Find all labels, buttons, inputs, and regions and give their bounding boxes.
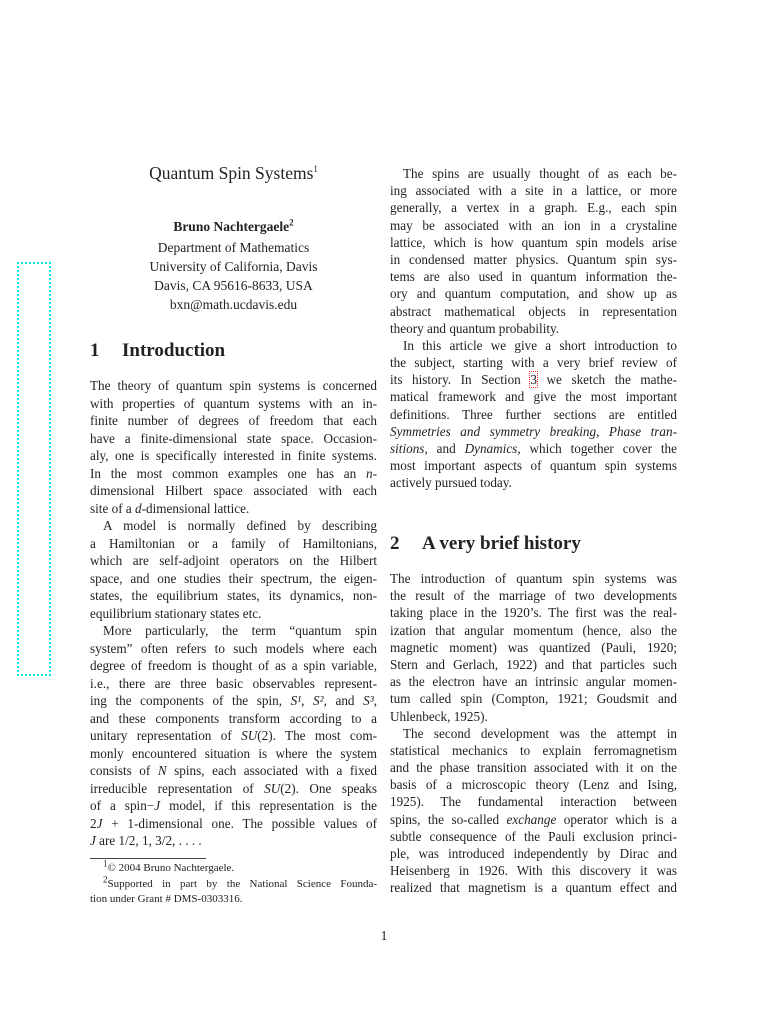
text-line bbox=[390, 182, 677, 199]
affiliation-line: Department of Mathematics bbox=[157, 240, 310, 255]
text-line bbox=[90, 762, 377, 780]
text-run: system” often refers to such models where each bbox=[90, 640, 377, 656]
text-run: space, and one studies their spectrum, the eigen- bbox=[90, 570, 377, 586]
text-run: (2). One speaks bbox=[280, 780, 377, 796]
text-run: ory and quantum computation, and show up as bbox=[390, 286, 677, 302]
math-or-italic: J bbox=[90, 833, 96, 848]
text-line bbox=[390, 337, 677, 354]
text-run: The theory of quantum spin systems is concerned bbox=[90, 378, 377, 393]
text-line bbox=[390, 251, 677, 268]
math-or-italic: sitions bbox=[390, 441, 425, 456]
left-column-text bbox=[90, 377, 377, 850]
text-line bbox=[390, 371, 677, 388]
section-reference-link[interactable]: 3 bbox=[530, 372, 537, 388]
text-line bbox=[90, 412, 377, 430]
text-run: i.e., there are three basic observables represent- bbox=[90, 675, 377, 691]
text-run: Uhlenbeck, 1925). bbox=[390, 708, 488, 724]
text-run: which are self-adjoint operators on the Hilbert bbox=[90, 553, 377, 568]
text-line bbox=[390, 604, 677, 621]
footnote-1: $^1$© 2004 Bruno Nachtergaele. bbox=[103, 858, 235, 874]
text-line bbox=[90, 832, 377, 850]
text-line bbox=[390, 639, 677, 656]
text-run: The introduction of quantum spin systems was bbox=[390, 571, 677, 586]
text-line bbox=[390, 570, 677, 587]
text-line bbox=[390, 217, 677, 234]
text-line bbox=[390, 440, 677, 457]
text-run: the result of the marriage of two developments bbox=[390, 588, 677, 604]
text-line bbox=[90, 377, 377, 395]
text-run: - bbox=[372, 465, 377, 481]
text-line bbox=[390, 320, 677, 337]
footnote-mark: 1 bbox=[313, 164, 318, 175]
section-heading-history: 2 A very brief history bbox=[390, 533, 581, 554]
math-or-italic: S³ bbox=[363, 693, 374, 708]
text-line bbox=[90, 692, 377, 710]
text-line bbox=[390, 285, 677, 302]
text-run: we sketch the mathe- bbox=[536, 372, 677, 388]
text-line bbox=[90, 657, 377, 675]
text-line bbox=[390, 423, 677, 440]
text-run: -dimensional lattice. bbox=[141, 500, 250, 516]
text-line bbox=[90, 535, 377, 553]
text-run: tems are also used in quantum information the- bbox=[390, 269, 677, 285]
math-or-italic: Dynamics bbox=[464, 441, 518, 456]
text-line bbox=[390, 862, 677, 879]
text-line bbox=[90, 675, 377, 693]
text-run: matical framework and give the most important bbox=[390, 389, 677, 405]
affiliation-line: University of California, Davis bbox=[149, 259, 318, 274]
text-line bbox=[390, 303, 677, 320]
text-line bbox=[390, 268, 677, 285]
text-run: In this article we give a short introduction to bbox=[403, 337, 677, 353]
math-or-italic: Phase tran- bbox=[608, 423, 677, 439]
text-run: lattice, which is how quantum spin models arise bbox=[390, 234, 677, 250]
math-or-italic: SU bbox=[241, 728, 258, 743]
math-or-italic: Symmetries and symmetry breaking bbox=[390, 423, 597, 439]
text-line bbox=[390, 388, 677, 405]
text-line bbox=[90, 430, 377, 448]
text-run: and the phase transition associated with it on the bbox=[390, 760, 677, 776]
text-run: equilibrium stationary states etc. bbox=[90, 605, 262, 621]
text-run: degree of freedom is thought of as a spin variable, bbox=[90, 658, 377, 673]
text-line bbox=[90, 395, 377, 413]
text-run: ing the components of the spin, bbox=[90, 693, 291, 708]
text-run: A model is normally defined by describing bbox=[103, 518, 377, 533]
text-run: 2 bbox=[90, 815, 97, 831]
text-line bbox=[390, 828, 677, 845]
math-or-italic: SU bbox=[264, 780, 281, 796]
text-run: , and bbox=[323, 693, 364, 708]
text-line bbox=[390, 199, 677, 216]
text-run: monly encountered situation is where the system bbox=[90, 745, 377, 761]
author-name: Bruno Nachtergaele$^2$ bbox=[173, 217, 294, 234]
text-run: consists of bbox=[90, 763, 158, 778]
text-run: actively pursued today. bbox=[390, 475, 512, 491]
text-run: site of a bbox=[90, 500, 136, 516]
text-run: of a spin− bbox=[90, 798, 155, 813]
text-run: and these components transform according to a bbox=[90, 710, 377, 726]
text-run: as the electron have an intrinsic angular momen- bbox=[390, 674, 677, 690]
text-line bbox=[390, 457, 677, 474]
text-line bbox=[390, 622, 677, 639]
text-run: ing associated with a site in a lattice, or more bbox=[390, 183, 677, 199]
text-line bbox=[390, 234, 677, 251]
text-line bbox=[390, 793, 677, 810]
math-or-italic: J bbox=[96, 815, 103, 831]
text-run: spins, each associated with a fixed bbox=[166, 763, 377, 778]
text-run: magnetic moment) was quantized (Pauli, 1920; bbox=[390, 639, 677, 655]
text-line bbox=[390, 725, 677, 742]
text-run: In the most common examples one has an bbox=[90, 465, 366, 481]
text-line bbox=[390, 165, 677, 182]
text-line bbox=[390, 776, 677, 793]
text-run: theory and quantum probability. bbox=[390, 320, 560, 336]
text-run: its history. In Section bbox=[390, 372, 531, 388]
text-run: may be associated with an ion in a crystaline bbox=[390, 217, 677, 233]
text-run: Heisenberg in 1926. With this discovery it was bbox=[390, 863, 677, 879]
text-line bbox=[90, 640, 377, 658]
text-run: ple, was introduced independently by Dirac and bbox=[390, 846, 677, 861]
text-run: definitions. Three further sections are entitled bbox=[390, 406, 677, 422]
right-column-text bbox=[390, 165, 677, 492]
text-run: basis of a microscopic theory (Lenz and Ising, bbox=[390, 777, 677, 793]
text-line bbox=[90, 780, 377, 798]
text-run: , bbox=[373, 693, 377, 708]
math-or-italic: n bbox=[366, 465, 373, 481]
text-run: aly, one is specifically interested in finite systems. bbox=[90, 448, 377, 463]
text-line bbox=[390, 708, 677, 725]
text-line bbox=[390, 673, 677, 690]
text-run: generally, a vertex in a graph. E.g., each spin bbox=[390, 200, 677, 216]
text-line bbox=[390, 474, 677, 491]
math-or-italic: N bbox=[157, 763, 167, 778]
text-line bbox=[90, 570, 377, 588]
math-or-italic: J bbox=[154, 798, 161, 813]
text-line bbox=[390, 406, 677, 423]
text-run: states, the equilibrium states, its dynamics, non- bbox=[90, 588, 377, 603]
text-line bbox=[90, 552, 377, 570]
text-run: with properties of quantum systems with an in- bbox=[90, 395, 377, 411]
text-line bbox=[90, 710, 377, 728]
text-run: irreducible representation of bbox=[90, 780, 265, 796]
text-run: More particularly, the term “quantum spin bbox=[103, 623, 377, 638]
text-line bbox=[90, 500, 377, 518]
math-or-italic: S¹, S² bbox=[290, 693, 324, 708]
text-line bbox=[390, 587, 677, 604]
text-run: dimensional Hilbert space associated with each bbox=[90, 483, 377, 498]
text-line bbox=[390, 759, 677, 776]
text-run: 1925). The fundamental interaction between bbox=[390, 794, 677, 810]
text-line bbox=[390, 811, 677, 828]
text-line bbox=[90, 605, 377, 623]
text-run: , which together cover the bbox=[517, 441, 677, 456]
section-heading-introduction: 1 Introduction bbox=[90, 340, 226, 361]
text-run: tum called spin (Compton, 1921; Goudsmit and bbox=[390, 691, 677, 707]
text-line bbox=[90, 587, 377, 605]
text-line bbox=[390, 656, 677, 673]
affiliation bbox=[90, 238, 377, 295]
footnote-2: $^2$Supported in part by the National Science Founda- tion under Grant # DMS-0303316. bbox=[90, 874, 377, 905]
history-text bbox=[390, 570, 677, 897]
author-email[interactable]: bxn@math.ucdavis.edu bbox=[169, 297, 298, 312]
text-run: have a finite-dimensional state space. Occasion- bbox=[90, 430, 377, 446]
text-run: The spins are usually thought of as each be- bbox=[403, 166, 677, 181]
text-run: most important aspects of quantum spin systems bbox=[390, 458, 677, 474]
text-line bbox=[390, 690, 677, 707]
text-line bbox=[390, 742, 677, 759]
affiliation-line: Davis, CA 95616-8633, USA bbox=[154, 278, 313, 293]
text-line bbox=[90, 465, 377, 483]
text-run: finite number of degrees of freedom that each bbox=[90, 413, 377, 428]
text-run: spins, the so-called bbox=[390, 811, 507, 827]
link-annotation-box[interactable] bbox=[17, 262, 51, 676]
text-run: (2). The most com- bbox=[257, 728, 377, 743]
text-run: , and bbox=[424, 441, 465, 456]
text-line bbox=[90, 447, 377, 465]
text-line bbox=[90, 727, 377, 745]
paper-title: Quantum Spin Systems$^1$ bbox=[149, 163, 318, 183]
text-run: Stern and Gerlach, 1922) and that particles such bbox=[390, 656, 677, 672]
text-line bbox=[90, 482, 377, 500]
text-line bbox=[90, 517, 377, 535]
text-run: the subject, starting with a very brief review of bbox=[390, 355, 677, 371]
text-run: realized that magnetism is a quantum effect and bbox=[390, 880, 677, 896]
text-run: statistical mechanics to explain ferromagnetism bbox=[390, 742, 677, 758]
text-line bbox=[90, 622, 377, 640]
text-run: , bbox=[596, 423, 609, 439]
text-line bbox=[90, 745, 377, 763]
text-run: ization that angular momentum (hence, also the bbox=[390, 622, 677, 638]
text-run: unitary representation of bbox=[90, 728, 242, 743]
page-number: 1 bbox=[380, 928, 388, 943]
text-run: The second development was the attempt in bbox=[403, 725, 677, 741]
footnote-mark: 2 bbox=[289, 217, 294, 228]
math-or-italic: d bbox=[135, 500, 142, 516]
text-run: a Hamiltonian or a family of Hamiltonians, bbox=[90, 535, 377, 551]
text-line bbox=[390, 879, 677, 896]
text-run: abstract mathematical objects in representation bbox=[390, 303, 677, 319]
text-run: operator which is a bbox=[556, 811, 677, 827]
text-line bbox=[390, 354, 677, 371]
text-run: in condensed matter physics. Quantum spin sys- bbox=[390, 251, 677, 267]
text-run: are 1/2, 1, 3/2, . . . . bbox=[95, 833, 202, 848]
math-or-italic: exchange bbox=[506, 811, 557, 827]
text-line bbox=[390, 845, 677, 862]
text-run: model, if this representation is the bbox=[160, 798, 377, 813]
text-run: + 1-dimensional one. The possible values of bbox=[102, 815, 377, 831]
text-line bbox=[90, 815, 377, 833]
text-run: subtle consequence of the Pauli exclusion princi- bbox=[390, 828, 677, 844]
text-line bbox=[90, 797, 377, 815]
text-run: taking place in the 1920’s. The first was the real- bbox=[390, 605, 677, 621]
